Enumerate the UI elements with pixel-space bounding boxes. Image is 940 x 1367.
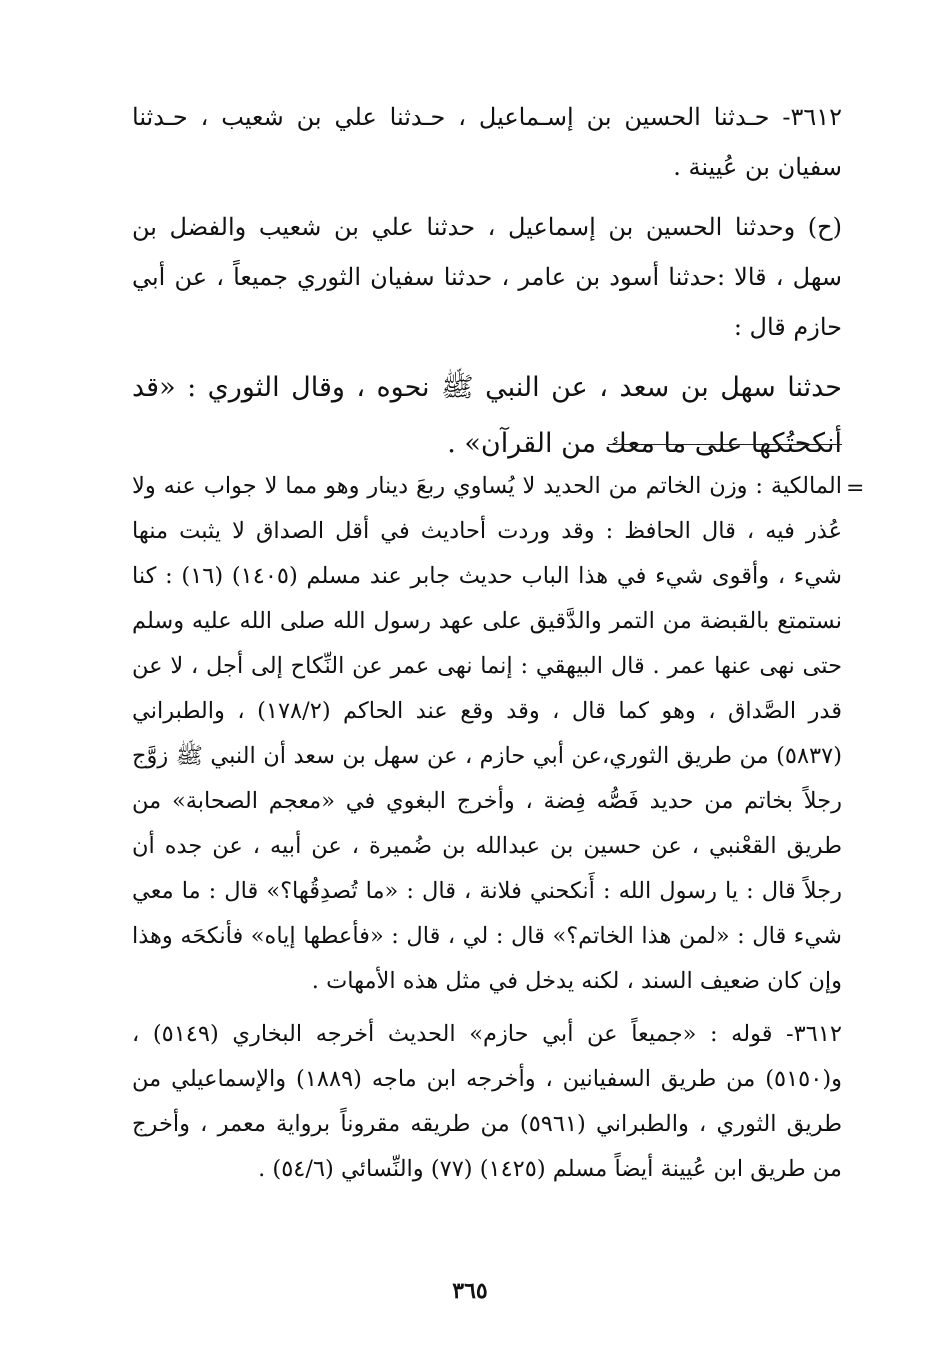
- footnotes: [132, 464, 842, 1192]
- hadith-paragraph-3: حدثنا سهل بن سعد ، عن النبي ﷺ نحوه ، وقال الثوري : «قد أنكحتُكها على ما معك من القرآن» .: [132, 372, 842, 459]
- hadith-text: [132, 92, 842, 472]
- page-number: ٣٦٥: [452, 1278, 488, 1304]
- footnote-3612: ٣٦١٢- قوله : «جميعاً عن أبي حازم» الحديث أخرجه البخاري (٥١٤٩) ، و(٥١٥٠) من طريق السفيانين ، وأخرجه ابن ماجه (١٨٨٩) والإسماعيلي من طريق الثوري ، والطبراني (٥٩٦١) من طريقه مقروناً برواية معمر ، وأخرج من طريق ابن عُيينة أيضاً مسلم (١٤٢٥) (٧٧) والنِّسائي (٥٤/٦) .: [132, 1021, 842, 1182]
- footnote-continued: المالكية : وزن الخاتم من الحديد لا يُساوي ربعَ دينار وهو مما لا جواب عنه ولا عُذر فيه ، قال الحافظ : وقد وردت أحاديث في أقل الصداق لا يثبت منها شيء ، وأقوى شيء في هذا الباب حديث جابر عند مسلم (١٤٠٥) (١٦) : كنا نستمتع بالقبضة من التمر والدَّقيق على عهد رسول الله صلى الله عليه وسلم حتى نهى عنها عمر . قال البيهقي : إنما نهى عمر عن النِّكاح إلى أجل ، لا عن قدر الصَّداق ، وهو كما قال ، وقد وقع عند الحاكم (١٧٨/٢) ، والطبراني (٥٨٣٧) من طريق الثوري،عن أبي حازم ، عن سهل بن سعد أن النبي ﷺ زوَّج رجلاً بخاتم من حديد فَصُّه فِضة ، وأخرج البغوي في «معجم الصحابة» من طريق القعْنبي ، عن حسين بن عبدالله بن ضُميرة ، عن أبيه ، عن جده أن رجلاً قال : يا رسول الله : أَنكحني فلانة ، قال : «ما تُصدِقُها؟» قال : ما معي شيء قال : «لمن هذا الخاتم؟» قال : لي ، قال : «فأعطها إياه» فأنكحَه وهذا وإن كان ضعيف السند ، لكنه يدخل في مثل هذه الأمهات .: [132, 473, 842, 994]
- footnote-continuation-mark: =: [846, 476, 865, 501]
- hadith-paragraph-2: (ح) وحدثنا الحسين بن إسماعيل ، حدثنا علي بن شعيب والفضل بن سهل ، قالا :حدثنا أسود بن عامر ، حدثنا سفيان الثوري جميعاً ، عن أبي حازم قال :: [132, 213, 842, 341]
- hadith-paragraph-1: ٣٦١٢- حـدثنا الحسين بن إسـماعيل ، حـدثنا علي بن شعيب ، حـدثنا سفيان بن عُيينة .: [132, 103, 842, 181]
- footnote-separator: [608, 444, 842, 445]
